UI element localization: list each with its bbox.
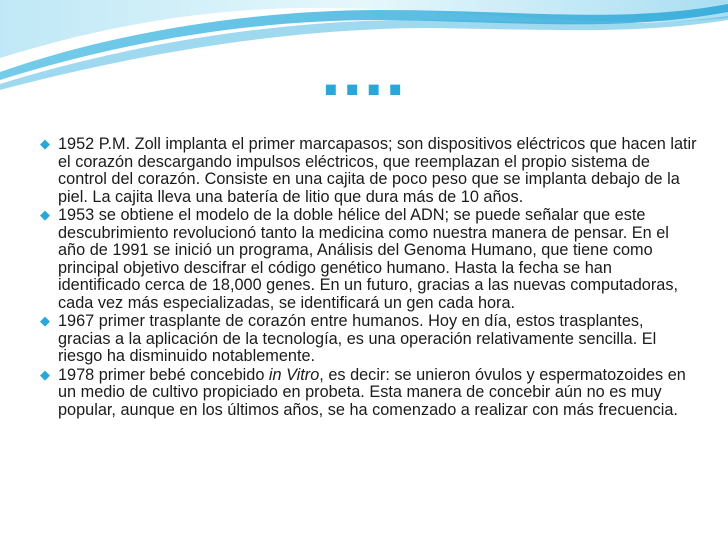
bullet-text-emphasis: in Vitro	[268, 365, 320, 384]
bullet-text-prefix: 1978 primer bebé concebido	[58, 365, 269, 384]
bullet-text: 1952 P.M. Zoll implanta el primer marcapasos; son dispositivos eléctricos que hacen latir el corazón descargando impulsos eléctricos, que reemplazan el propio sistema de control del corazón. Consiste en una cajita de poco peso que se implanta debajo de la piel. La cajita lleva una batería de litio que dura más de 10 años.	[58, 135, 697, 206]
bullet-text: 1953 se obtiene el modelo de la doble hélice del ADN; se puede señalar que este descubrimiento revolucionó tanto la medicina como nuestra manera de pensar. En el año de 1991 se inició un programa, Análisis del Genoma Humano, que tiene como principal objetivo descifrar el código genético humano. Hasta la fecha se han identificado cerca de 18,000 genes. En un futuro, gracias a las nuevas computadoras, cada vez más especializadas, se identificará un gen cada hora.	[58, 206, 678, 312]
bullet-marker-icon: ◆	[40, 314, 50, 329]
bullet-marker-icon: ◆	[40, 208, 50, 223]
slide-title: ....	[321, 32, 407, 110]
bullet-text-suffix: , es decir: se unieron óvulos y espermatozoides en un medio de cultivo propiciado en probeta. Esta manera de concebir aún no es muy popular, aunque en los últimos años, se ha comenzado a realizar con más frecuencia.	[58, 365, 686, 419]
bullet-item-1952	[40, 135, 698, 206]
bullet-item-1953	[40, 206, 698, 312]
bullet-text: 1967 primer trasplante de corazón entre humanos. Hoy en día, estos trasplantes, gracias a la aplicación de la tecnología, es una operación relativamente sencilla. El riesgo ha disminuido notablemente.	[58, 312, 657, 365]
bullet-item-1967	[40, 312, 698, 366]
bullet-text	[58, 367, 698, 420]
bullet-list	[40, 135, 698, 420]
bullet-marker-icon: ◆	[40, 137, 50, 152]
bullet-item-1978	[40, 365, 698, 420]
bullet-marker-icon: ◆	[40, 367, 50, 383]
